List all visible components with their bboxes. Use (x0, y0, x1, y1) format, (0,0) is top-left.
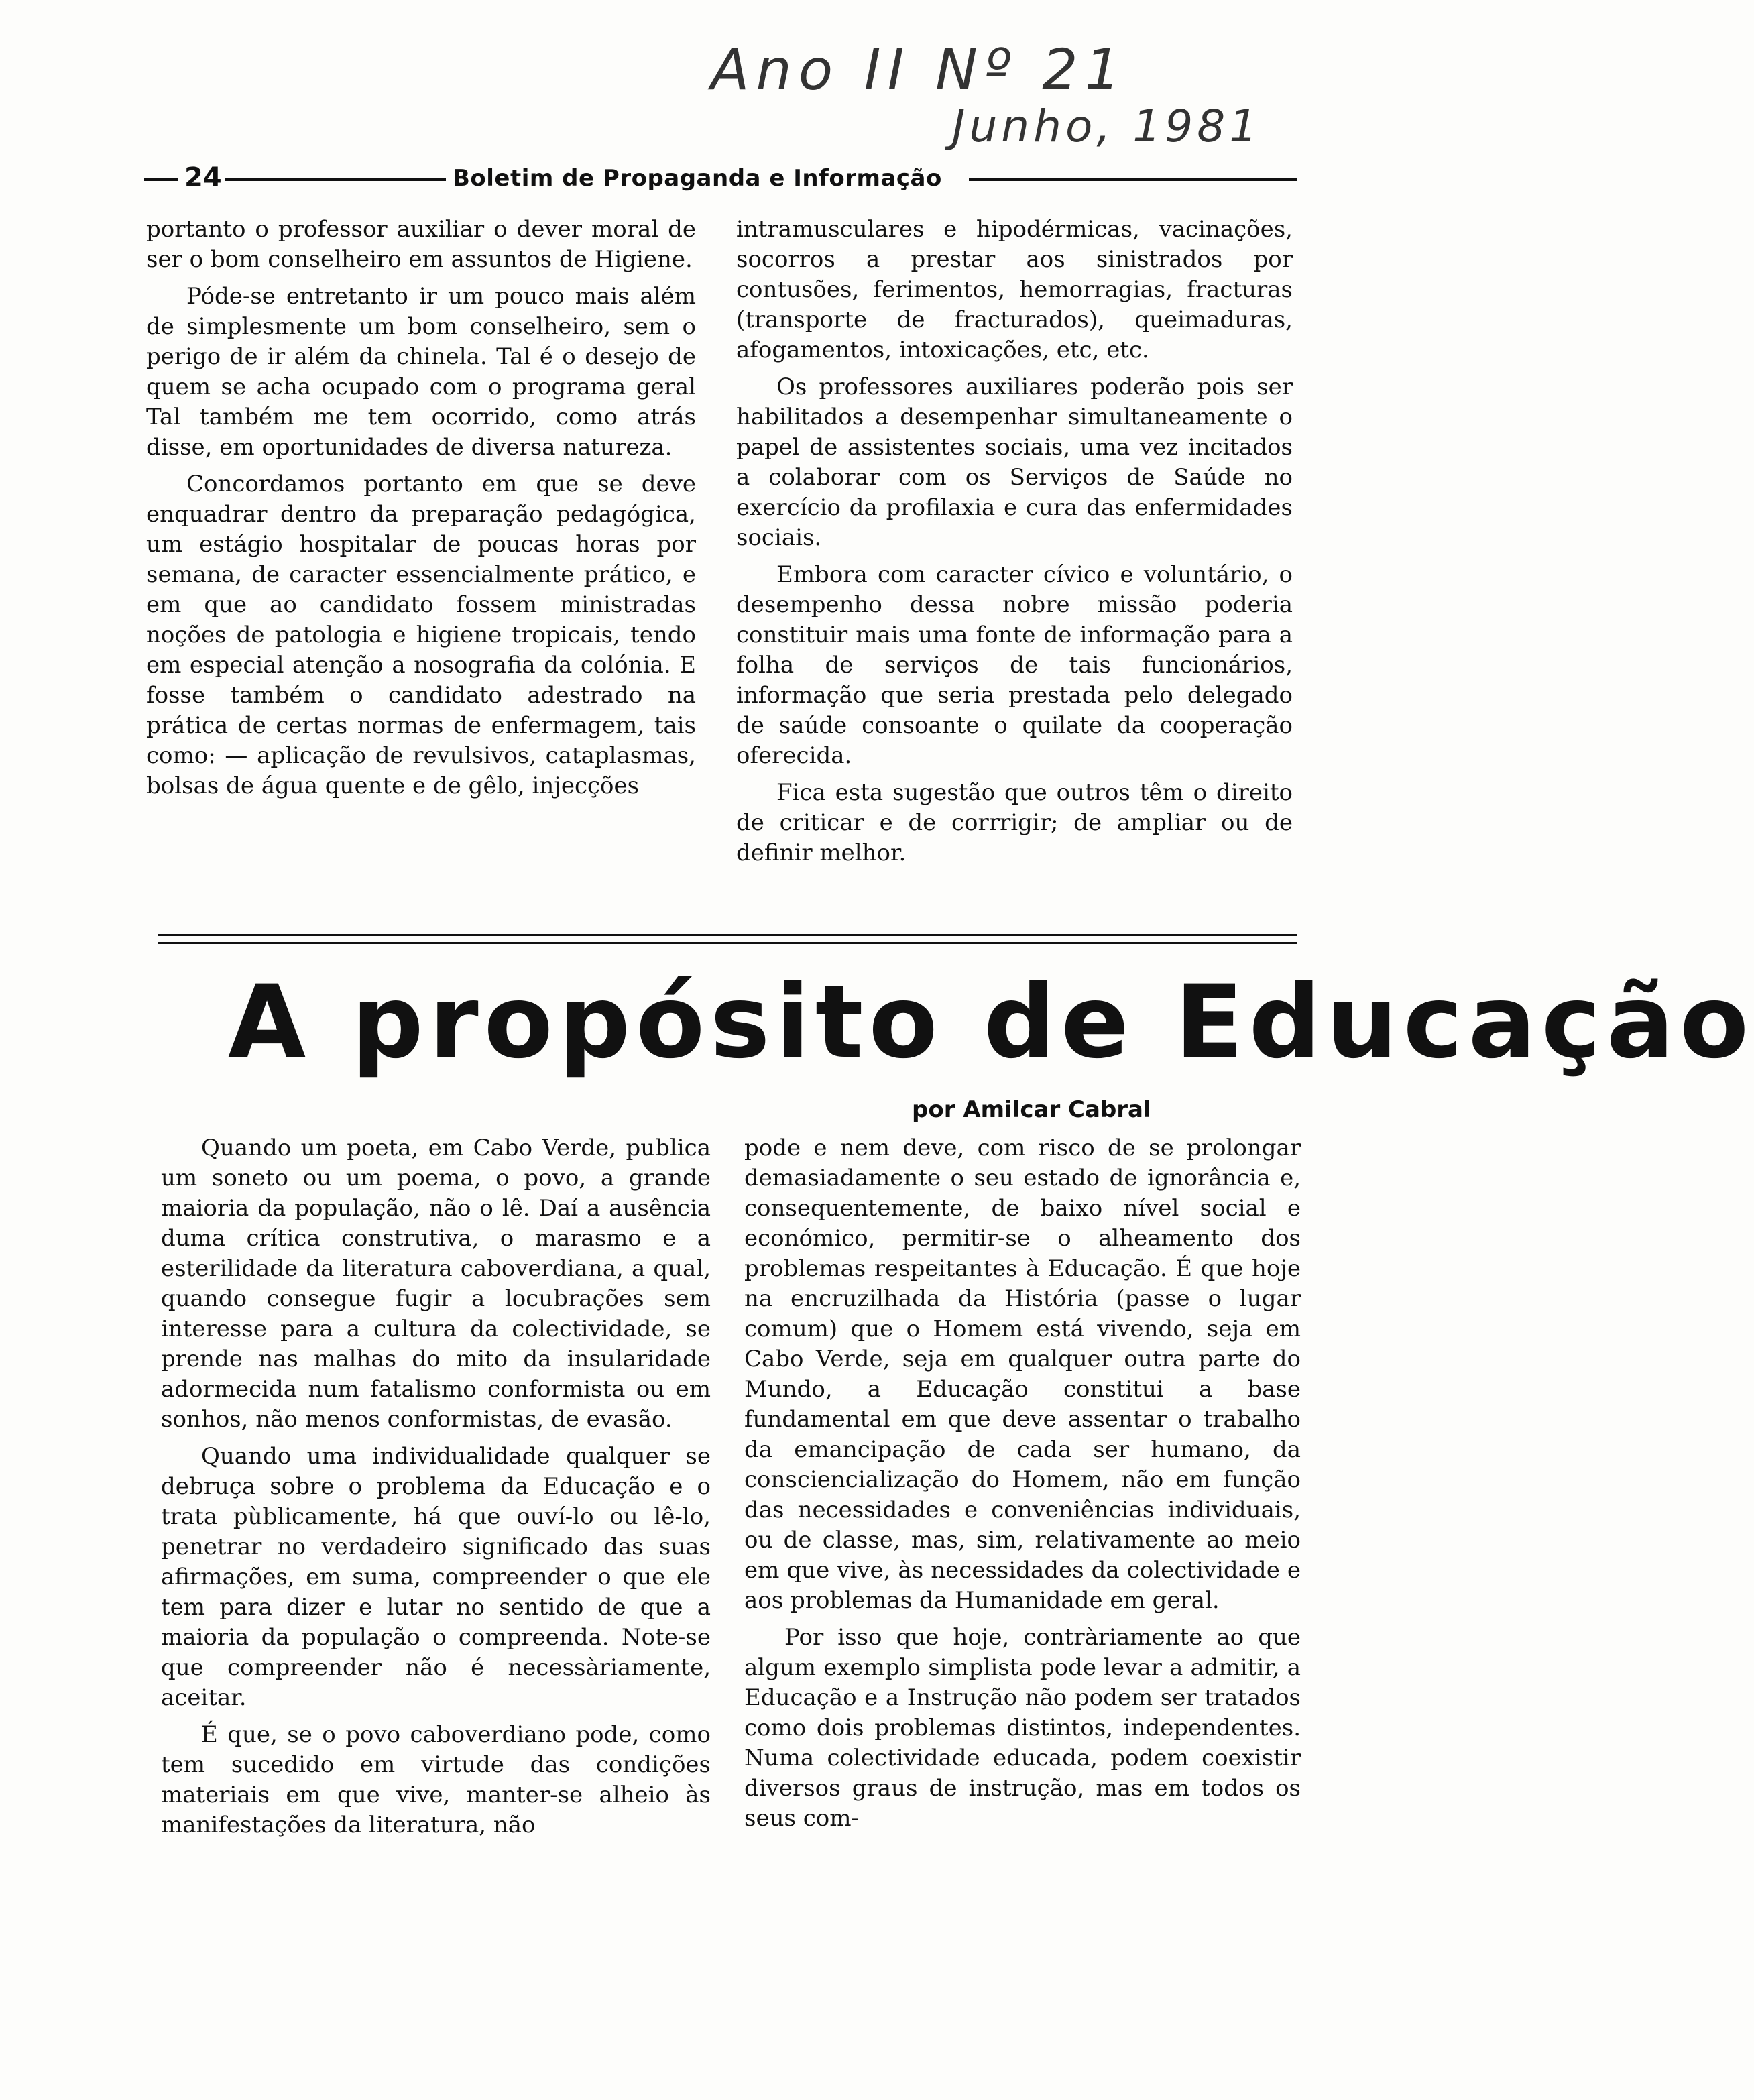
publication-title: Boletim de Propaganda e Informação (453, 165, 942, 192)
paragraph: É que, se o povo caboverdiano pode, como tem sucedido em virtude das condições materiais em que vive, manter-se alheio às manifestações da literatura, não (161, 1721, 711, 1839)
paragraph: Os professores auxiliares poderão pois ser habilitados a desempenhar simultaneamente o papel de assistentes sociais, uma vez incitados a colaborar com os Serviços de Saúde no exercício da profilaxia e cura das enfermidades sociais. (736, 373, 1293, 551)
paragraph: Quando um poeta, em Cabo Verde, publica um soneto ou um poema, o povo, a grande maioria da população, não o lê. Daí a ausência duma crítica construtiva, o marasmo e a esterilidade da literatura caboverdiana, a qual, quando consegue fugir a locubrações sem interesse para a cultura da colectividade, se prende nas malhas do mito da insularidade adormecida num fatalismo conformista ou em sonhos, não menos conformistas, de evasão. (161, 1134, 711, 1433)
section-divider (158, 942, 1297, 944)
article-headline: A propósito de Educação (228, 964, 1754, 1081)
page-header (144, 160, 1297, 200)
top-article-right-column (736, 215, 1293, 875)
paragraph: Por isso que hoje, contràriamente ao que algum exemplo simplista pode levar a admitir, a Educação e a Instrução não podem ser tratados como dois problemas distintos, independentes. Numa colectividade educada, podem coexistir diversos graus de instrução, mas em todos os seus com- (744, 1624, 1301, 1832)
handwritten-issue-note: Ano II Nº 21 (711, 37, 1128, 103)
article-byline: por Amilcar Cabral (912, 1096, 1151, 1123)
main-article-left-column (161, 1133, 711, 1847)
main-article-right-column (744, 1133, 1301, 1841)
top-article-left-column (146, 215, 696, 808)
paragraph: Póde-se entretanto ir um pouco mais além de simplesmente um bom conselheiro, sem o perigo de ir além da chinela. Tal é o desejo de quem se acha ocupado com o programa geral Tal também me tem ocorrido, como atrás disse, em oportunidades de diversa natureza. (146, 283, 696, 461)
header-rule-middle (225, 178, 446, 181)
header-rule-right (969, 178, 1297, 181)
paragraph: intramusculares e hipodérmicas, vacinações, socorros a prestar aos sinistrados por contusões, ferimentos, hemorragias, fracturas (transporte de fracturados), queimaduras, afogamentos, intoxicações, etc, etc. (736, 216, 1293, 363)
paragraph: Fica esta sugestão que outros têm o direito de criticar e de corrrigir; de ampliar ou de definir melhor. (736, 779, 1293, 866)
header-rule-left (144, 178, 178, 181)
handwritten-date-note: Junho, 1981 (952, 101, 1262, 152)
page-number: 24 (184, 162, 222, 193)
paragraph: pode e nem deve, com risco de se prolongar demasiadamente o seu estado de ignorância e, consequentemente, de baixo nível social e económico, permitir-se o alheamento dos problemas respeitantes à Educação. É que hoje na encruzilhada da História (passe o lugar comum) que o Homem está vivendo, seja em Cabo Verde, seja em qualquer outra parte do Mundo, a Educação constitui a base fundamental em que deve assentar o trabalho da emancipação de cada ser humano, da consciencialização do Homem, não em função das necessidades e conveniências individuais, ou de classe, mas, sim, relativamente ao meio em que vive, às necessidades da colectividade e aos problemas da Humanidade em geral. (744, 1134, 1301, 1614)
paragraph: Quando uma individualidade qualquer se debruça sobre o problema da Educação e o trata pùblicamente, há que ouví-lo ou lê-lo, penetrar no verdadeiro significado das suas afirmações, em suma, compreender o que ele tem para dizer e lutar no sentido de que a maioria da população o compreenda. Note-se que compreender não é necessàriamente, aceitar. (161, 1443, 711, 1711)
paragraph: Embora com caracter cívico e voluntário, o desempenho dessa nobre missão poderia constituir mais uma fonte de informação para a folha de serviços de tais funcionários, informação que seria prestada pelo delegado de saúde consoante o quilate da cooperação oferecida. (736, 561, 1293, 769)
paragraph: portanto o professor auxiliar o dever moral de ser o bom conselheiro em assuntos de Higiene. (146, 216, 696, 273)
paragraph: Concordamos portanto em que se deve enquadrar dentro da preparação pedagógica, um estágio hospitalar de poucas horas por semana, de caracter essencialmente prático, e em que ao candidato fossem ministradas noções de patologia e higiene tropicais, tendo em especial atenção a nosografia da colónia. E fosse também o candidato adestrado na prática de certas normas de enfermagem, tais como: — aplicação de revulsivos, cataplasmas, bolsas de água quente e de gêlo, injecções (146, 471, 696, 799)
section-divider (158, 934, 1297, 936)
